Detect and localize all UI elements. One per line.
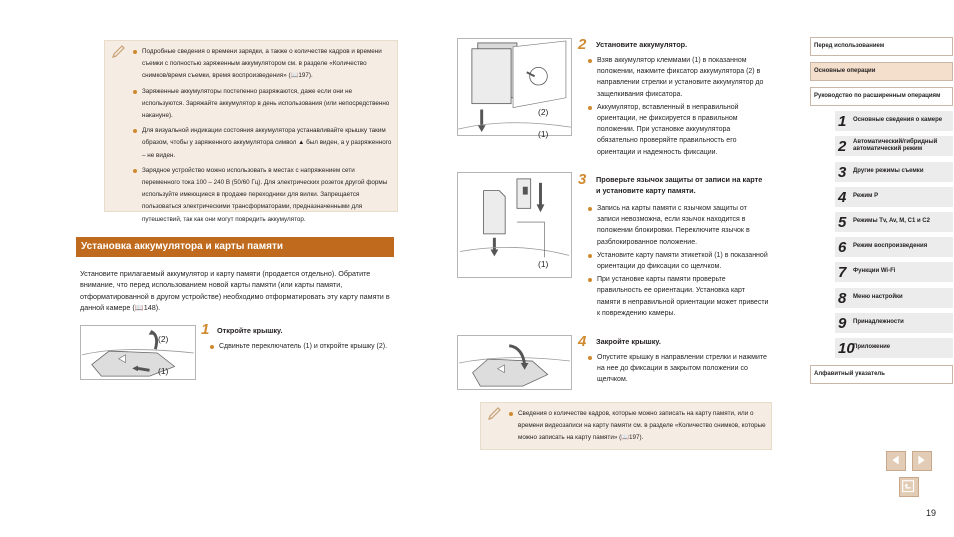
chapter-number: 2 [838,137,847,155]
step-number: 3 [578,171,587,188]
note-list [130,46,392,229]
step-item: Опустите крышку в направлении стрелки и нажмите на нее до фиксации в закрытом положении со щелчком. [585,352,770,386]
chapter-number: 7 [838,263,847,281]
chapter-item[interactable] [835,111,953,131]
back-button[interactable] [899,477,919,497]
next-page-button[interactable] [912,451,932,471]
step-item: Установите карту памяти этикеткой (1) в показанной ориентации до фиксации со щелчком. [585,250,770,272]
chapter-number: 1 [838,112,847,130]
chapter-label: Принадлежности [853,319,904,326]
chapter-item[interactable] [835,162,953,182]
step-title: Откройте крышку. [217,326,283,335]
note-item: Заряженные аккумуляторы постепенно разряжаются, даже если они не используются. Заряжайте аккумулятор в день использования (или непосредственно накануне). [130,86,392,123]
callout-label: (2) [158,334,169,344]
step2-illustration [457,38,572,136]
chapter-label: Приложение [853,344,891,351]
step-body [585,352,770,388]
chapter-item[interactable] [835,136,953,156]
section-intro: Установите прилагаемый аккумулятор и карту памяти (продается отдельно). Обратите внимание, что перед использованием новой карты памяти (или карты памяти, отформатированной в другом устройстве) необходимо отформатировать эту карту памяти в данной камере (📖148). [80,269,390,313]
chapter-number: 4 [838,188,847,206]
callout-label: (2) [538,107,549,117]
step-body [585,203,770,321]
camera-bottom-illustration [81,326,195,379]
chapter-label: Другие режимы съемки [853,168,924,175]
note-item: Подробные сведения о времени зарядки, а также о количестве кадров и времени съемки с полностью заряженным аккумулятором см. в разделе «Количество снимков/время съемки, время воспроизведения» (📖197). [130,46,392,83]
chapter-label: Меню настройки [853,294,903,301]
nav-index[interactable]: Алфавитный указатель [810,365,953,384]
return-icon [900,478,918,496]
chapter-item[interactable] [835,187,953,207]
nav-advanced-guide[interactable]: Руководство по расширенным операциям [810,87,953,106]
step-title: Установите аккумулятор. [596,40,688,49]
chapter-item[interactable] [835,237,953,257]
step-item: При установке карты памяти проверьте правильность ее ориентации. Установка карт памяти в неправильной ориентации может привести к повреждению камеры. [585,274,770,319]
pencil-icon [487,407,503,421]
chapter-item[interactable] [835,262,953,282]
chapter-label: Функции Wi-Fi [853,268,896,275]
page-number: 19 [926,508,937,518]
step1-illustration [80,325,196,380]
pencil-icon [111,45,127,59]
chapter-item[interactable] [835,338,953,358]
chapter-number: 6 [838,238,847,256]
chapter-number: 8 [838,289,847,307]
step-number: 1 [201,321,210,338]
step-body [207,341,392,354]
section-title: Установка аккумулятора и карты памяти [76,237,394,256]
callout-label: (1) [538,259,549,269]
step-item: Взяв аккумулятор клеммами (1) в показанном положении, нажмите фиксатор аккумулятора (2) в направлении стрелки и установите аккумулятор до защелкивания фиксатора. [585,55,770,100]
chapter-item[interactable] [835,313,953,333]
step-title: Закройте крышку. [596,337,661,346]
battery-insert-illustration [458,39,571,135]
chapter-label: Режим воспроизведения [853,243,928,250]
note-list [506,408,768,445]
callout-label: (1) [538,129,549,139]
chapter-number: 10 [838,339,855,357]
prev-page-button[interactable] [886,451,906,471]
section-divider [76,256,394,257]
nav-basic-operations[interactable]: Основные операции [810,62,953,81]
note-item: Сведения о количестве кадров, которые можно записать на карту памяти, или о времени видеозаписи на карту памяти см. в разделе «Количество снимков, которые можно записать на карту памяти» (📖197). [506,408,768,445]
chapter-label: Режимы Tv, Av, M, C1 и C2 [853,218,930,225]
step3-illustration [457,172,572,278]
chapter-label: Автоматический/гибридный автоматический режим [853,138,938,152]
step-number: 2 [578,36,587,53]
close-cover-illustration [458,336,571,389]
memory-card-illustration [458,173,571,277]
callout-label: (1) [158,366,169,376]
step4-illustration [457,335,572,390]
chapter-item[interactable] [835,288,953,308]
chapter-label: Основные сведения о камере [853,117,943,124]
note-item: Зарядное устройство можно использовать в местах с напряжением сети переменного тока 100 – 240 В (50/60 Гц). Для электрических розеток другой формы используйте имеющиеся в продаже переходники для вилки. Запрещается пользоваться электрическими трансформаторами, предназначенными для путешествий, так как они могут повредить аккумулятор. [130,165,392,226]
nav-before-use[interactable]: Перед использованием [810,37,953,56]
chapter-number: 3 [838,163,847,181]
note-box-bottom [480,402,772,450]
step-number: 4 [578,333,587,350]
step-body [585,55,770,160]
note-item: Для визуальной индикации состояния аккумулятора устанавливайте крышку таким образом, чтобы у заряженного аккумулятора символ ▲ был виден, а у разряженного – не виден. [130,125,392,162]
chapter-item[interactable] [835,212,953,232]
step-item: Сдвиньте переключатель (1) и откройте крышку (2). [207,341,392,352]
note-box-top [104,40,398,223]
chapter-number: 9 [838,314,847,332]
arrow-left-icon [887,452,905,470]
chapter-label: Режим P [853,193,879,200]
chapter-number: 5 [838,213,847,231]
arrow-right-icon [913,452,931,470]
step-title: Проверьте язычок защиты от записи на карте и установите карту памяти. [596,175,763,195]
step-item: Аккумулятор, вставленный в неправильной ориентации, не фиксируется в правильном положении. При установке аккумулятора обязательно проверяйте правильность его ориентации и надежность фиксации. [585,102,770,158]
step-item: Запись на карты памяти с язычком защиты от записи невозможна, если язычок находится в положении блокировки. Переключите язычок в разблокированное положение. [585,203,770,248]
